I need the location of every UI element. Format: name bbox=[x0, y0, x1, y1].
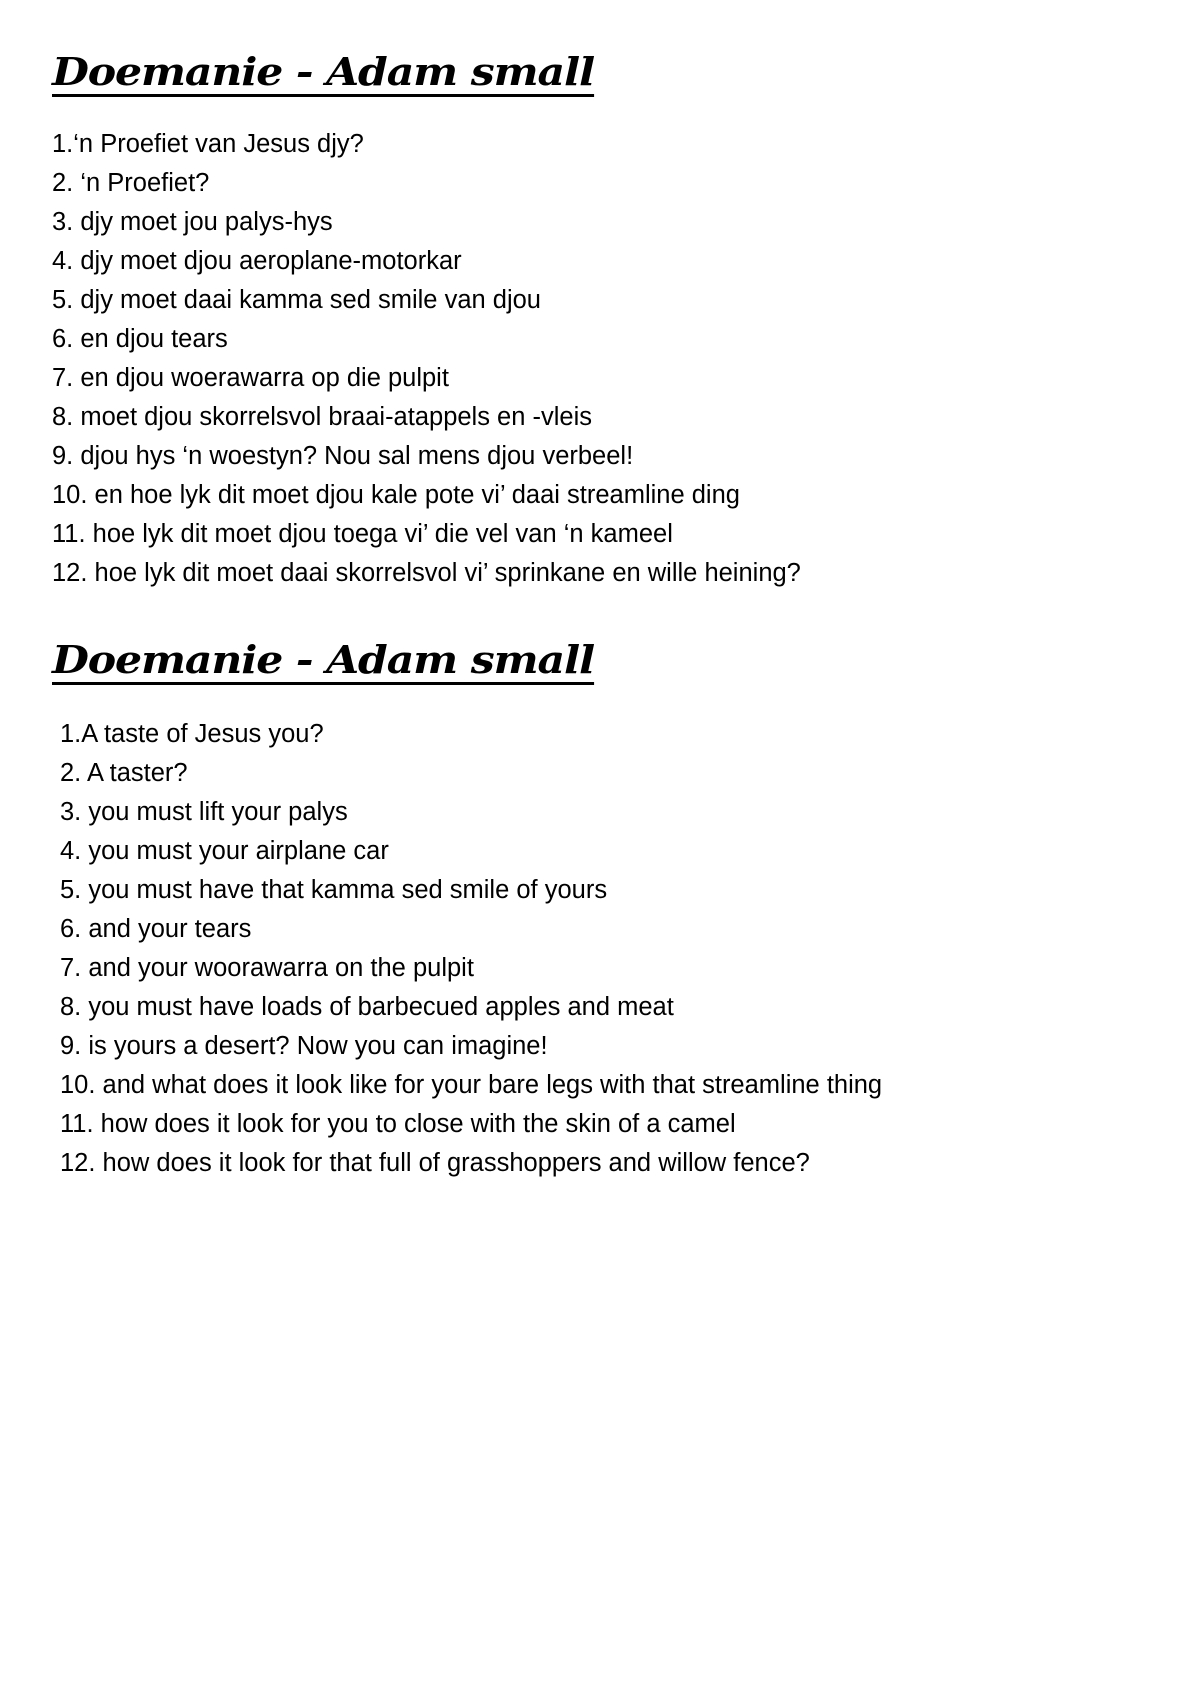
poem-line: 8. you must have loads of barbecued apples and meat bbox=[60, 993, 674, 1021]
poem-line: 12. hoe lyk dit moet daai skorrelsvol vi’ sprinkane en wille heining? bbox=[52, 559, 801, 587]
poem-line: 2. A taster? bbox=[60, 759, 188, 787]
poem-line: 2. ‘n Proefiet? bbox=[52, 169, 210, 197]
poem-line: 1.‘n Proefiet van Jesus djy? bbox=[52, 130, 364, 158]
poem-line: 6. and your tears bbox=[60, 915, 252, 943]
poem-line: 7. en djou woerawarra op die pulpit bbox=[52, 364, 449, 392]
poem-line: 7. and your woorawarra on the pulpit bbox=[60, 954, 474, 982]
poem-line: 5. djy moet daai kamma sed smile van djou bbox=[52, 286, 541, 314]
poem-title-english: Doemanie - Adam small bbox=[52, 640, 594, 685]
poem-title-afrikaans: Doemanie - Adam small bbox=[52, 52, 594, 97]
poem-line: 4. djy moet djou aeroplane-motorkar bbox=[52, 247, 462, 275]
poem-line: 10. and what does it look like for your bare legs with that streamline thing bbox=[60, 1071, 883, 1099]
poem-lines-afrikaans bbox=[52, 125, 801, 593]
poem-line: 5. you must have that kamma sed smile of yours bbox=[60, 876, 608, 904]
poem-lines-english bbox=[60, 715, 882, 1183]
poem-line: 4. you must your airplane car bbox=[60, 837, 389, 865]
poem-line: 8. moet djou skorrelsvol braai-atappels en -vleis bbox=[52, 403, 593, 431]
poem-line: 11. hoe lyk dit moet djou toega vi’ die vel van ‘n kameel bbox=[52, 520, 673, 548]
poem-line: 1.A taste of Jesus you? bbox=[60, 720, 324, 748]
poem-line: 9. is yours a desert? Now you can imagine! bbox=[60, 1032, 548, 1060]
poem-line: 6. en djou tears bbox=[52, 325, 228, 353]
poem-line: 12. how does it look for that full of grasshoppers and willow fence? bbox=[60, 1149, 810, 1177]
poem-line: 10. en hoe lyk dit moet djou kale pote vi’ daai streamline ding bbox=[52, 481, 740, 509]
poem-line: 11. how does it look for you to close with the skin of a camel bbox=[60, 1110, 736, 1138]
poem-line: 3. djy moet jou palys-hys bbox=[52, 208, 333, 236]
poem-line: 9. djou hys ‘n woestyn? Nou sal mens djou verbeel! bbox=[52, 442, 634, 470]
poem-line: 3. you must lift your palys bbox=[60, 798, 348, 826]
